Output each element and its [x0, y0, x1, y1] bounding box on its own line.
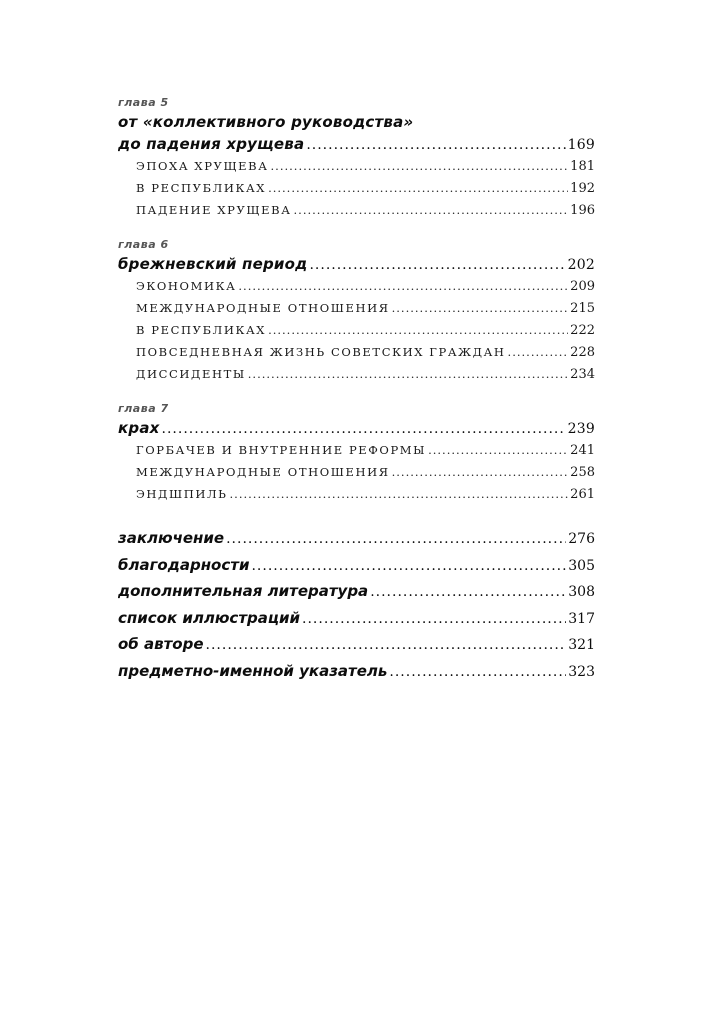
- dot-leader: [302, 606, 566, 632]
- dot-leader: [226, 526, 566, 552]
- page-number: 261: [570, 487, 595, 502]
- dot-leader: [392, 461, 569, 483]
- entry-title: предметно-именной указатель: [118, 661, 388, 680]
- back-matter-entry[interactable]: [118, 658, 595, 685]
- page-number: 239: [567, 421, 595, 437]
- entry-title: список иллюстраций: [118, 608, 301, 627]
- entry-title: ЭПОХА ХРУЩЕВА: [136, 159, 269, 173]
- page-number: 215: [570, 301, 595, 316]
- dot-leader: [268, 319, 568, 341]
- dot-leader: [206, 632, 567, 658]
- dot-leader: [251, 553, 566, 579]
- toc-entry[interactable]: [118, 439, 595, 461]
- toc-entry[interactable]: [118, 177, 595, 199]
- page-number: 169: [567, 137, 595, 153]
- entry-title: ЭКОНОМИКА: [136, 279, 237, 293]
- entry-title: ЭНДШПИЛЬ: [136, 487, 228, 501]
- page-number: 305: [568, 557, 595, 574]
- toc-entry[interactable]: [118, 199, 595, 221]
- page-number: 209: [570, 279, 595, 294]
- chapter-6: [118, 237, 595, 385]
- page-number: 258: [570, 465, 595, 480]
- toc-entry[interactable]: [118, 275, 595, 297]
- dot-leader: [294, 199, 569, 221]
- entry-title: МЕЖДУНАРОДНЫЕ ОТНОШЕНИЯ: [136, 465, 390, 479]
- entry-title: об авторе: [118, 635, 204, 653]
- page-number: 276: [568, 531, 595, 547]
- page-number: 323: [568, 663, 595, 680]
- dot-leader: [268, 177, 568, 199]
- chapter-title: брежневский период: [118, 255, 308, 273]
- chapter-label: глава 5: [118, 96, 169, 109]
- chapter-title-line-1[interactable]: от «коллективного руководства»: [118, 113, 414, 131]
- back-matter-entry[interactable]: [118, 631, 595, 658]
- page-number: 222: [570, 323, 595, 338]
- dot-leader: [248, 363, 568, 385]
- chapter-7: [118, 401, 595, 505]
- back-matter: [118, 525, 595, 684]
- page-number: 192: [570, 181, 595, 196]
- page-number: 308: [568, 584, 595, 600]
- dot-leader: [370, 579, 566, 605]
- table-of-contents: [118, 95, 595, 684]
- page-number: 317: [568, 610, 595, 627]
- page-number: 196: [570, 203, 595, 218]
- entry-title: ГОРБАЧЕВ И ВНУТРЕННИЕ РЕФОРМЫ: [136, 443, 427, 457]
- page-number: 234: [570, 367, 595, 382]
- chapter-label: глава 7: [118, 402, 169, 415]
- back-matter-entry[interactable]: [118, 605, 595, 632]
- toc-entry[interactable]: [118, 341, 595, 363]
- entry-title: благодарности: [118, 555, 250, 574]
- entry-title: В РЕСПУБЛИКАХ: [136, 181, 267, 195]
- chapter-label: глава 6: [118, 238, 169, 251]
- back-matter-entry[interactable]: [118, 525, 595, 552]
- toc-entry[interactable]: [118, 363, 595, 385]
- page-number: 321: [568, 637, 595, 653]
- dot-leader: [306, 134, 565, 155]
- dot-leader: [392, 297, 569, 319]
- dot-leader: [230, 483, 569, 505]
- dot-leader: [428, 439, 568, 461]
- chapter-title-row[interactable]: [118, 253, 595, 275]
- toc-entry[interactable]: [118, 297, 595, 319]
- dot-leader: [508, 341, 569, 363]
- toc-entry[interactable]: [118, 461, 595, 483]
- page-number: 241: [570, 443, 595, 458]
- toc-entry[interactable]: [118, 319, 595, 341]
- toc-entry[interactable]: [118, 483, 595, 505]
- chapter-title-row[interactable]: [118, 417, 595, 439]
- entry-title: заключение: [118, 529, 225, 547]
- chapter-title: крах: [118, 419, 160, 437]
- entry-title: В РЕСПУБЛИКАХ: [136, 323, 267, 337]
- back-matter-entry[interactable]: [118, 578, 595, 605]
- entry-title: ПАДЕНИЕ ХРУЩЕВА: [136, 203, 292, 217]
- dot-leader: [162, 418, 566, 439]
- back-matter-entry[interactable]: [118, 552, 595, 579]
- entry-title: дополнительная литература: [118, 582, 369, 600]
- dot-leader: [271, 155, 569, 177]
- entry-title: ПОВСЕДНЕВНАЯ ЖИЗНЬ СОВЕТСКИХ ГРАЖДАН: [136, 345, 506, 359]
- dot-leader: [238, 275, 568, 297]
- chapter-5: [118, 95, 595, 221]
- dot-leader: [309, 254, 565, 275]
- entry-title: МЕЖДУНАРОДНЫЕ ОТНОШЕНИЯ: [136, 301, 390, 315]
- page-number: 181: [570, 159, 595, 174]
- dot-leader: [389, 659, 566, 685]
- page-number: 202: [567, 257, 595, 273]
- entry-title: ДИССИДЕНТЫ: [136, 367, 246, 381]
- page-number: 228: [570, 345, 595, 360]
- toc-entry[interactable]: [118, 155, 595, 177]
- chapter-title-line-2: до падения хрущева: [118, 135, 305, 153]
- chapter-title-row[interactable]: [118, 133, 595, 155]
